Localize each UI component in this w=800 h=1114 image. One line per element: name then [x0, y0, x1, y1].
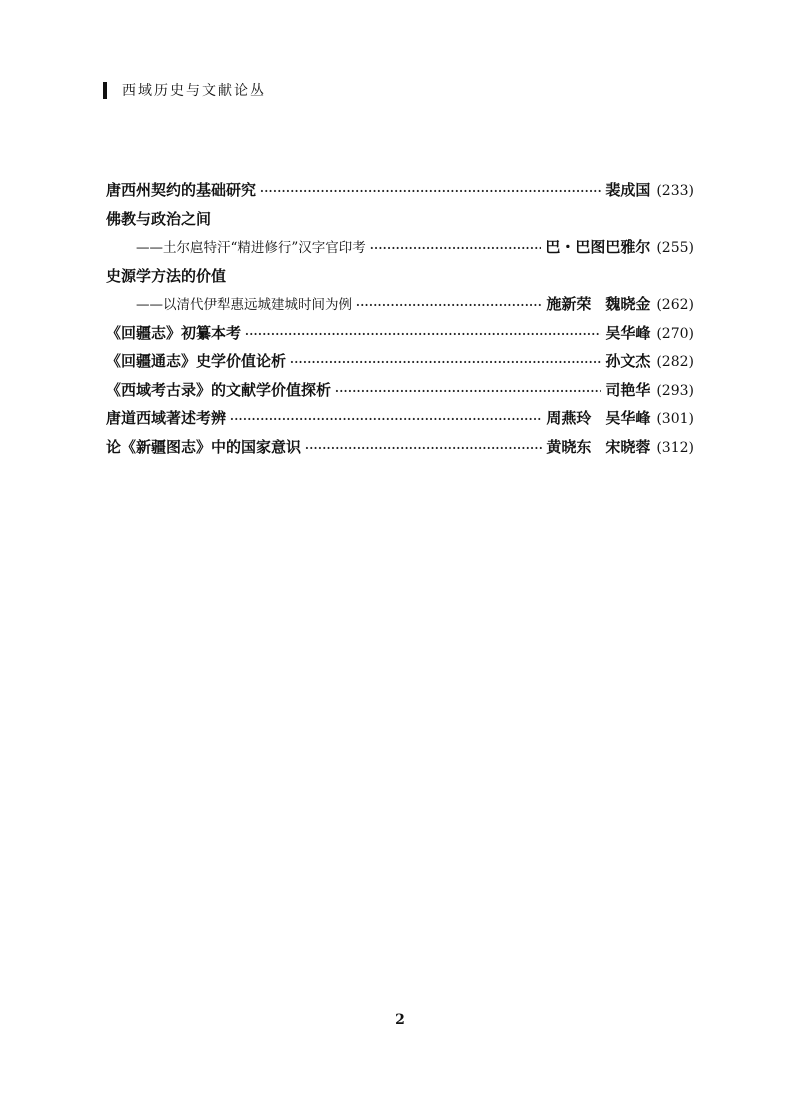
toc-entry[interactable]	[106, 347, 694, 376]
toc-entry-title: 佛教与政治之间	[106, 209, 212, 228]
toc-entry-author: 孙文杰	[605, 352, 651, 370]
toc-entry-author: 周燕玲	[546, 409, 592, 427]
toc-entry-title: 《西域考古录》的文献学价值探析	[106, 380, 332, 399]
toc-dot-leader	[230, 406, 542, 435]
toc-entry-page: (255)	[656, 240, 694, 256]
toc-entry-heading[interactable]	[106, 262, 694, 291]
toc-dot-leader	[370, 235, 542, 264]
toc-dot-leader	[356, 292, 542, 321]
toc-entry-title: 《回疆志》初纂本考	[106, 323, 242, 342]
running-title: 西域历史与文献论丛	[122, 83, 266, 99]
toc-entry-page: (282)	[656, 354, 694, 370]
toc-entry-page: (293)	[656, 382, 694, 399]
toc-dot-leader	[245, 321, 601, 350]
toc-entry-subtitle: ——土尔扈特汗“精进修行”汉字官印考	[136, 240, 366, 256]
toc-entry-title: 唐道西域著述考辨	[106, 409, 227, 427]
table-of-contents	[106, 176, 694, 461]
toc-entry-page: (262)	[656, 297, 694, 313]
toc-entry-author: 施新荣	[546, 295, 592, 313]
toc-entry-heading[interactable]	[106, 205, 694, 234]
toc-entry[interactable]	[106, 404, 694, 433]
toc-entry-author: 黄晓东	[546, 437, 592, 456]
toc-entry-authors	[546, 433, 650, 462]
header-bar-mark	[103, 82, 107, 99]
toc-entry-title: 史源学方法的价值	[106, 266, 227, 285]
toc-entry-author: 吴华峰	[605, 409, 651, 427]
toc-entry[interactable]	[106, 176, 694, 205]
toc-entry-subtitle-row[interactable]	[106, 290, 694, 319]
toc-dot-leader	[305, 435, 542, 464]
toc-entry-page: (270)	[656, 325, 694, 342]
toc-entry[interactable]	[106, 433, 694, 462]
toc-entry-author: 巴・巴图巴雅尔	[545, 238, 651, 256]
toc-entry-page: (233)	[656, 183, 694, 199]
toc-entry-subtitle-row[interactable]	[106, 233, 694, 262]
toc-entry-title: 论《新疆图志》中的国家意识	[106, 437, 302, 456]
toc-entry-author: 裴成国	[605, 181, 651, 199]
toc-entry-author: 宋晓蓉	[605, 437, 651, 456]
running-header	[103, 80, 266, 100]
toc-entry-authors	[546, 290, 650, 319]
toc-dot-leader	[260, 178, 601, 207]
toc-entry-author: 吴华峰	[605, 323, 651, 342]
toc-dot-leader	[335, 378, 601, 407]
toc-dot-leader	[290, 349, 601, 378]
toc-entry-title: 唐西州契约的基础研究	[106, 181, 257, 199]
toc-entry-page: (301)	[656, 411, 694, 427]
toc-entry-title: 《回疆通志》史学价值论析	[106, 352, 287, 370]
toc-entry-author: 司艳华	[605, 380, 651, 399]
page-number: 2	[395, 1012, 405, 1028]
toc-entry-author: 魏晓金	[605, 295, 651, 313]
toc-entry-page: (312)	[656, 439, 694, 456]
toc-entry[interactable]	[106, 319, 694, 348]
toc-entry-authors	[546, 404, 650, 433]
toc-entry[interactable]	[106, 376, 694, 405]
toc-entry-subtitle: ——以清代伊犁惠远城建城时间为例	[136, 297, 352, 313]
